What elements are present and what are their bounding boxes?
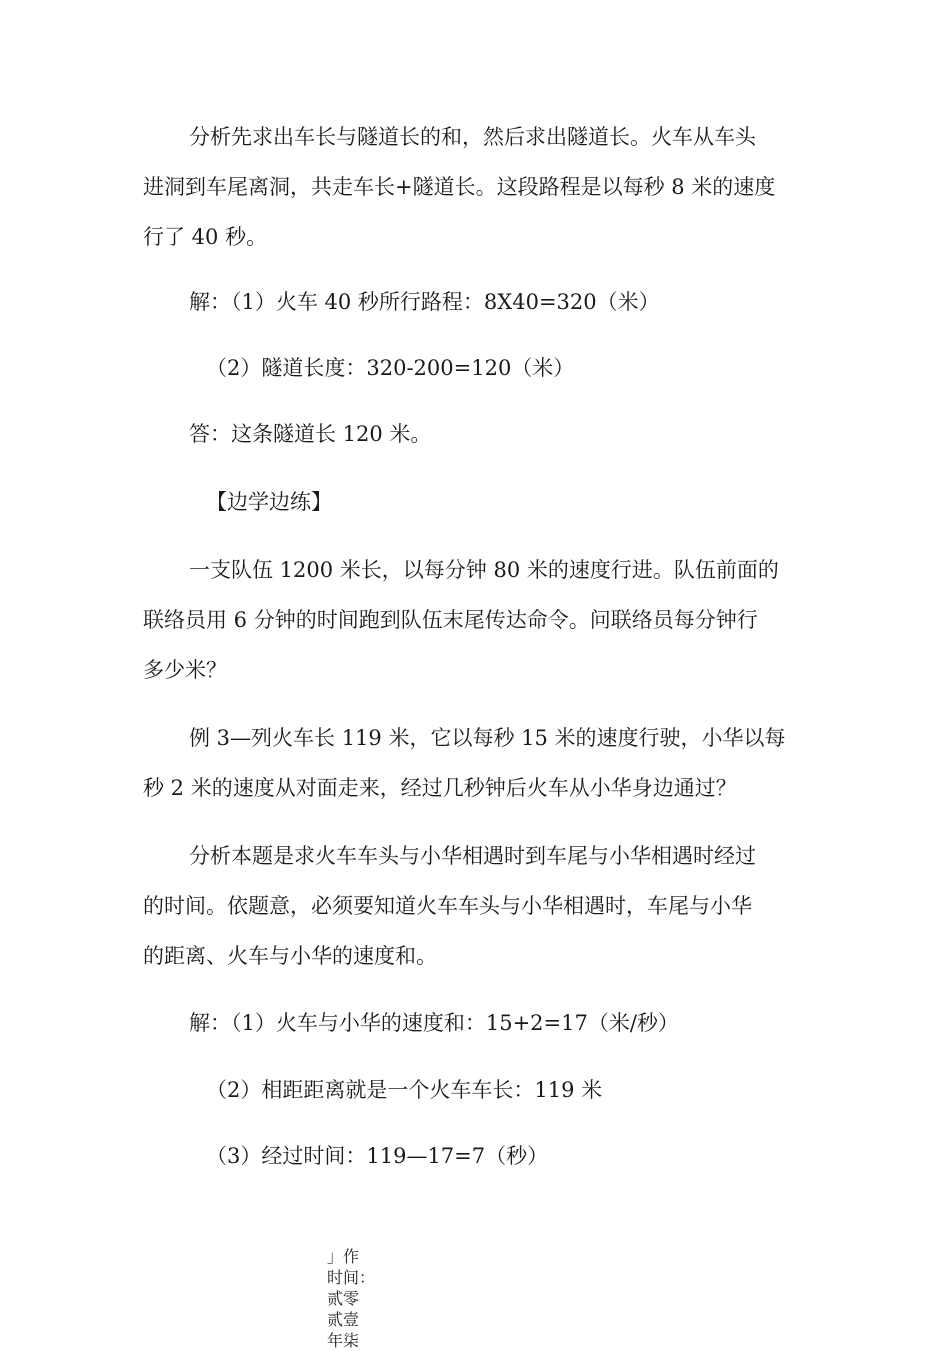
text-line: 答：这条隧道长 120 米。 bbox=[189, 422, 432, 446]
solution-1-step-2 bbox=[143, 343, 813, 393]
text-line: 解：（1）火车与小华的速度和：15+2=17（米/秒） bbox=[189, 1011, 679, 1035]
analysis-paragraph-1 bbox=[143, 112, 813, 262]
text-line: 解：（1）火车 40 秒所行路程：8X40=320（米） bbox=[189, 290, 660, 314]
footer-note-line: 时间： bbox=[327, 1268, 376, 1287]
exercise-paragraph bbox=[143, 545, 813, 695]
text-line: 【边学边练】 bbox=[206, 490, 332, 514]
solution-3-step-1 bbox=[143, 998, 813, 1048]
analysis-paragraph-3 bbox=[143, 831, 813, 981]
text-line: 的时间。依题意，必须要知道火车车头与小华相遇时，车尾与小华 bbox=[143, 894, 752, 918]
text-line: 一支队伍 1200 米长，以每分钟 80 米的速度行进。队伍前面的 bbox=[189, 558, 779, 582]
footer-note-line: 年柒 bbox=[327, 1331, 360, 1350]
solution-3-step-3 bbox=[143, 1131, 813, 1181]
text-line: 例 3—列火车长 119 米，它以每秒 15 米的速度行驶，小华以每 bbox=[189, 726, 786, 750]
answer-1 bbox=[143, 409, 813, 459]
text-line: （3）经过时间：119—17=7（秒） bbox=[206, 1144, 549, 1168]
solution-1-step-1 bbox=[143, 277, 813, 327]
text-line: 分析本题是求火车车头与小华相遇时到车尾与小华相遇时经过 bbox=[189, 844, 756, 868]
example-3-paragraph bbox=[143, 713, 813, 813]
footer-note bbox=[327, 1246, 376, 1351]
text-line: 多少米？ bbox=[143, 658, 227, 682]
section-heading bbox=[143, 477, 813, 527]
text-line: 行了 40 秒。 bbox=[143, 225, 268, 249]
text-line: 进洞到车尾离洞，共走车长+隧道长。这段路程是以每秒 8 米的速度 bbox=[143, 175, 776, 199]
text-line: （2）隧道长度：320-200=120（米） bbox=[206, 356, 575, 380]
footer-note-line: 贰壹 bbox=[327, 1310, 360, 1329]
text-line: 联络员用 6 分钟的时间跑到队伍末尾传达命令。问联络员每分钟行 bbox=[143, 608, 758, 632]
text-line: 秒 2 米的速度从对面走来，经过几秒钟后火车从小华身边通过？ bbox=[143, 776, 737, 800]
text-line: （2）相距距离就是一个火车车长：119 米 bbox=[206, 1078, 603, 1102]
solution-3-step-2 bbox=[143, 1065, 813, 1115]
footer-note-line: 贰零 bbox=[327, 1289, 360, 1308]
text-line: 分析先求出车长与隧道长的和，然后求出隧道长。火车从车头 bbox=[189, 125, 756, 149]
footer-note-line: 」作 bbox=[327, 1247, 360, 1266]
text-line: 的距离、火车与小华的速度和。 bbox=[143, 944, 437, 968]
